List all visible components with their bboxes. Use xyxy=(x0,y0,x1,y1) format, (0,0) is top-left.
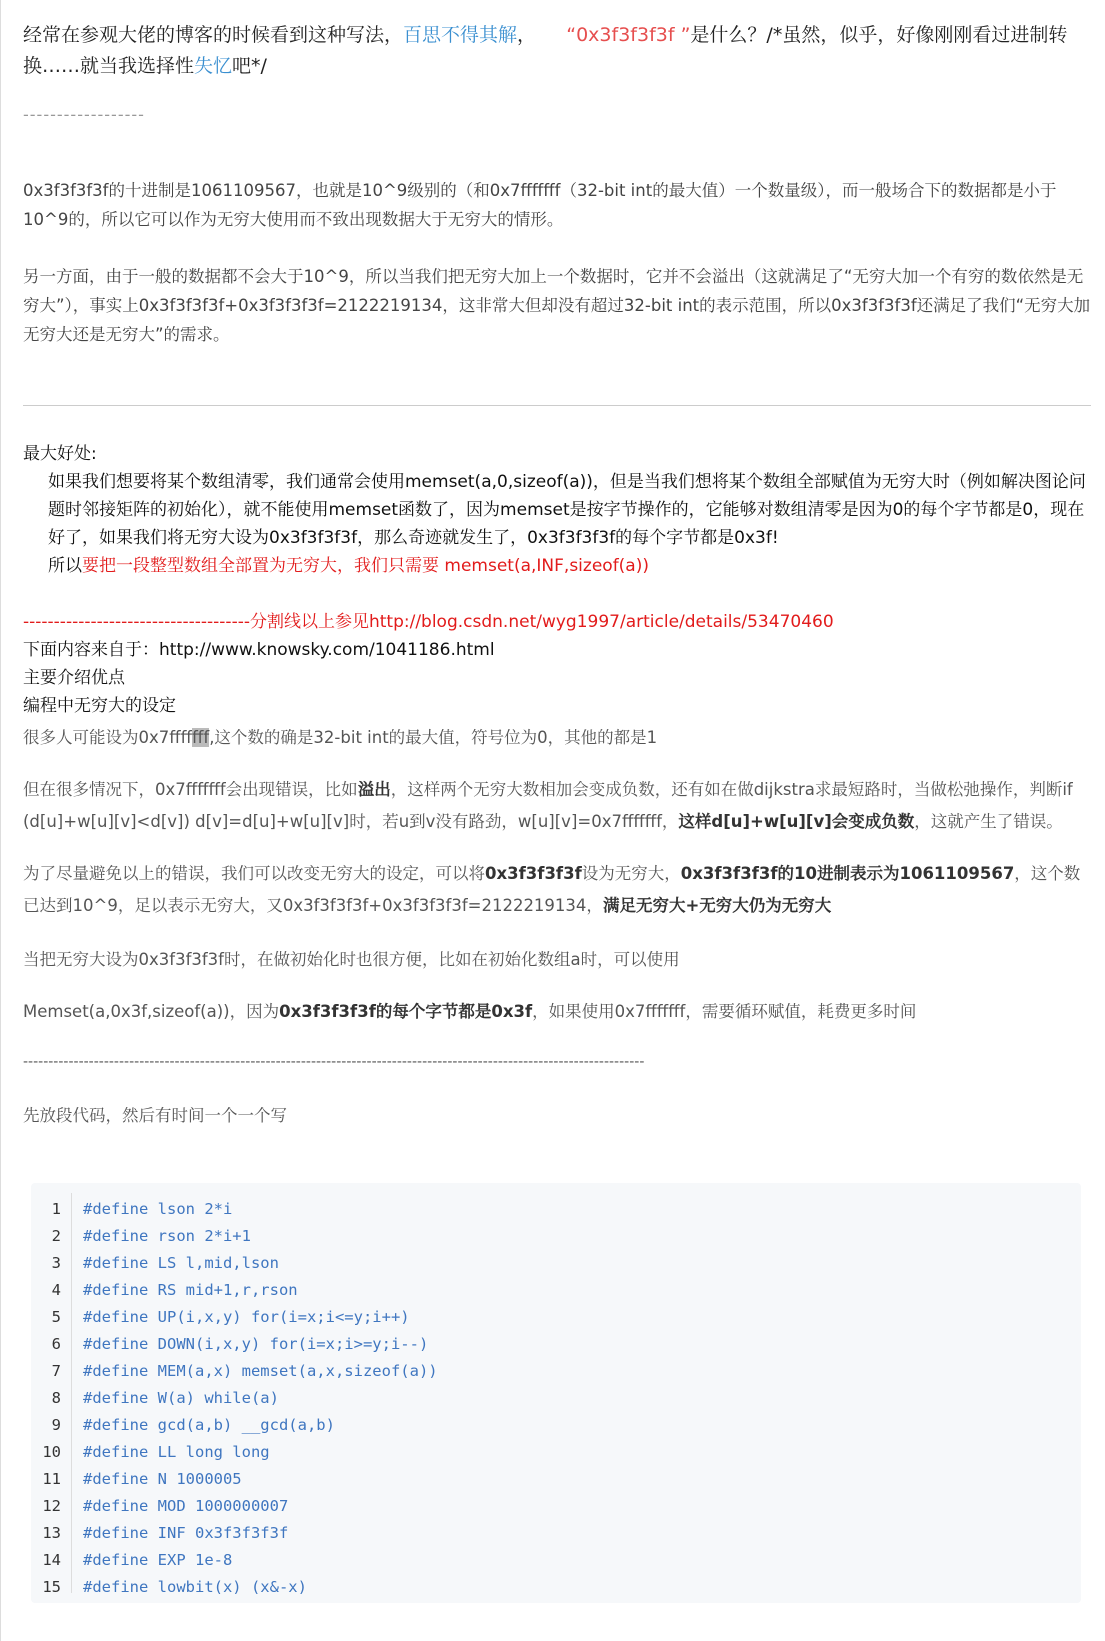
p10-text-a: Memset(a,0x3f,sizeof(a))，因为 xyxy=(23,1002,280,1021)
code-line xyxy=(31,1547,1081,1574)
line-number: 5 xyxy=(51,1308,61,1326)
p8-text-a: 为了尽量避免以上的错误，我们可以改变无穷大的设定，可以将 xyxy=(23,864,485,883)
line-number: 2 xyxy=(51,1227,61,1245)
code-block[interactable] xyxy=(31,1183,1081,1603)
p7-bold-overflow: 溢出 xyxy=(357,780,391,799)
line-number: 13 xyxy=(42,1524,61,1542)
code-text: #define lowbit(x) (x&-x) xyxy=(83,1578,307,1596)
p6-text-b: ,这个数的确是32-bit int的最大值，符号位为0，其他的都是1 xyxy=(209,728,658,747)
code-text: #define EXP 1e-8 xyxy=(83,1551,233,1569)
p7-text-d: ，这就产生了错误。 xyxy=(914,812,1063,831)
p8-bold-satisfy: 满足无穷大+无穷大仍为无穷大 xyxy=(602,896,832,915)
intro-text-3: 是什么？/*虽然，似乎，好像刚刚看过进制转换……就当我选择性 xyxy=(23,24,1068,77)
code-line xyxy=(31,1331,1081,1358)
line-number: 10 xyxy=(42,1443,61,1461)
dash-separator-1: ------------------ xyxy=(23,105,145,124)
paragraph-avoid-error xyxy=(23,858,1091,922)
code-line xyxy=(31,1574,1081,1601)
p10-bold-bytes: 0x3f3f3f3f的每个字节都是0x3f xyxy=(279,1002,533,1021)
line-number: 12 xyxy=(42,1497,61,1515)
separator-section xyxy=(23,608,1091,720)
best-benefit-body: 如果我们想要将某个数组清零，我们通常会使用memset(a,0,sizeof(a))，但是当我们想将某个数组全部赋值为无穷大时（例如解决图论问题时邻接矩阵的初始化），就不能使用memset函数了，因为memset是按字节操作的，它能够对数组清零是因为0的每个字节都是0，现在好了，如果我们将无穷大设为0x3f3f3f3f，那么奇迹就发生了，0x3f3f3f3f的每个字节都是0x3f! xyxy=(48,472,1086,548)
code-line xyxy=(31,1385,1081,1412)
p6-text-a: 很多人可能设为0x7ffff xyxy=(23,728,192,747)
p6-highlight: fff xyxy=(192,728,210,747)
code-text: #define gcd(a,b) __gcd(a,b) xyxy=(83,1416,335,1434)
code-text: #define UP(i,x,y) for(i=x;i<=y;i++) xyxy=(83,1308,410,1326)
paragraph-overflow: 另一方面，由于一般的数据都不会大于10^9，所以当我们把无穷大加上一个数据时，它并不会溢出（这就满足了“无穷大加一个有穷的数依然是无穷大”），事实上0x3f3f3f3f+0x3f3f3f3f=2122219134，这非常大但却没有超过32-bit int的表示范围，所以0x3f3f3f3f还满足了我们“无穷大加无穷大还是无穷大”的需求。 xyxy=(23,267,1091,344)
code-text: #define N 1000005 xyxy=(83,1470,242,1488)
dash-separator-2: --------------------------------------------------------------------------------------------------------------------------- xyxy=(23,1054,645,1070)
line-number: 1 xyxy=(51,1200,61,1218)
paragraph-code-intro: 先放段代码，然后有时间一个一个写 xyxy=(23,1106,287,1125)
code-line xyxy=(31,1412,1081,1439)
code-text: #define RS mid+1,r,rson xyxy=(83,1281,298,1299)
line-number: 14 xyxy=(42,1551,61,1569)
link-shiyi[interactable]: 失忆 xyxy=(194,55,233,77)
code-text: #define W(a) while(a) xyxy=(83,1389,279,1407)
line-number: 3 xyxy=(51,1254,61,1272)
paragraph-decimal: 0x3f3f3f3f的十进制是1061109567，也就是10^9级别的（和0x7fffffff（32-bit int的最大值）一个数量级），而一般场合下的数据都是小于10^9的，所以它可以作为无穷大使用而不致出现数据大于无穷大的情形。 xyxy=(23,181,1057,229)
intro-text-1: 经常在参观大佬的博客的时候看到这种写法， xyxy=(23,24,404,46)
code-line xyxy=(31,1466,1081,1493)
line-number: 7 xyxy=(51,1362,61,1380)
best-benefit-title: 最大好处: xyxy=(23,444,97,464)
code-text: #define MOD 1000000007 xyxy=(83,1497,289,1515)
code-text: #define lson 2*i xyxy=(83,1200,233,1218)
p8-text-d: ，这个数已达到10^9，足以表示无穷大，又0x3f3f3f3f+0x3f3f3f3f=2122219134， xyxy=(23,864,1081,915)
line-number: 8 xyxy=(51,1389,61,1407)
code-text: #define INF 0x3f3f3f3f xyxy=(83,1524,289,1542)
heading-advantages: 主要介绍优点 xyxy=(23,668,125,688)
code-line xyxy=(31,1520,1081,1547)
p8-bold-hex: 0x3f3f3f3f xyxy=(485,864,582,883)
paragraph-init: 当把无穷大设为0x3f3f3f3f时，在做初始化时也很方便，比如在初始化数组a时，可以使用 xyxy=(23,950,680,969)
line-number: 4 xyxy=(51,1281,61,1299)
code-text: #define rson 2*i+1 xyxy=(83,1227,251,1245)
red-separator-line: -------------------------------------分割线以上参见http://blog.csdn.net/wyg1997/article/details/53470460 xyxy=(23,612,834,632)
line-number: 15 xyxy=(42,1578,61,1596)
line-number: 11 xyxy=(42,1470,61,1488)
p8-bold-decimal: 0x3f3f3f3f的10进制表示为1061109567 xyxy=(680,864,1015,883)
line-number: 9 xyxy=(51,1416,61,1434)
intro-text-2: ， xyxy=(517,24,537,46)
best-benefit-section xyxy=(23,440,1091,580)
line-number: 6 xyxy=(51,1335,61,1353)
code-line xyxy=(31,1223,1081,1250)
intro-text-4: 吧*/ xyxy=(232,55,267,77)
code-text: #define LL long long xyxy=(83,1443,270,1461)
code-line xyxy=(31,1196,1081,1223)
source-line: 下面内容来自于：http://www.knowsky.com/1041186.html xyxy=(23,640,495,660)
paragraph-error xyxy=(23,774,1091,838)
p7-bold-negative: 这样d[u]+w[u][v]会变成负数 xyxy=(678,812,915,831)
link-baisi[interactable]: 百思不得其解 xyxy=(403,24,518,46)
best-benefit-conclusion xyxy=(23,552,1091,580)
heading-infinity-setting: 编程中无穷大的设定 xyxy=(23,696,176,716)
conclusion-prefix: 所以 xyxy=(48,556,82,576)
code-line xyxy=(31,1277,1081,1304)
intro-quoted-hex: “0x3f3f3f3f ” xyxy=(566,24,691,46)
conclusion-red: 要把一段整型数组全部置为无穷大，我们只需要 memset(a,INF,sizeof(a)) xyxy=(82,556,649,576)
intro-paragraph xyxy=(23,20,1091,82)
paragraph-memset xyxy=(23,998,1091,1026)
code-text: #define DOWN(i,x,y) for(i=x;i>=y;i--) xyxy=(83,1335,429,1353)
p7-text-a: 但在很多情况下，0x7fffffff会出现错误，比如 xyxy=(23,780,358,799)
code-line xyxy=(31,1439,1081,1466)
horizontal-rule xyxy=(23,405,1091,406)
p8-text-c: 设为无穷大， xyxy=(581,864,681,883)
paragraph-7fffffff xyxy=(23,724,1091,752)
code-line xyxy=(31,1304,1081,1331)
p7-text-c: ，这样两个无穷大数相加会变成负数，还有如在做dijkstra求最短路时，当做松弛操作，判断if (d[u]+w[u][v]<d[v]) d[v]=d[u]+w[u][v]时，若u到v没有路劲，w[u][v]=0x7fffffff， xyxy=(23,780,1073,831)
code-text: #define MEM(a,x) memset(a,x,sizeof(a)) xyxy=(83,1362,438,1380)
code-line xyxy=(31,1493,1081,1520)
code-line xyxy=(31,1250,1081,1277)
code-line xyxy=(31,1358,1081,1385)
code-text: #define LS l,mid,lson xyxy=(83,1254,279,1272)
p10-text-c: ，如果使用0x7fffffff，需要循环赋值，耗费更多时间 xyxy=(532,1002,917,1021)
